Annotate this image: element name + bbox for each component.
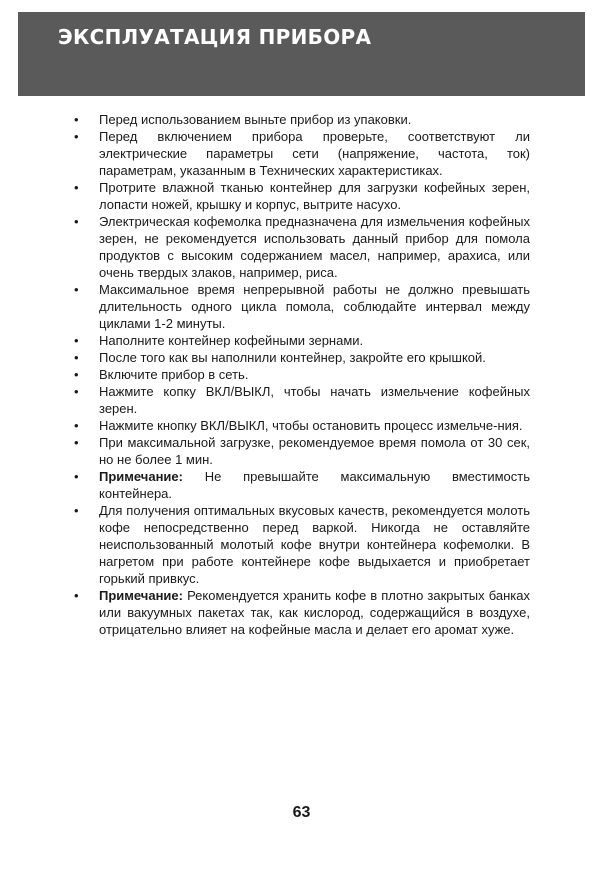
list-item bbox=[74, 281, 530, 332]
item-text: Нажмите кнопку ВКЛ/ВЫКЛ, чтобы остановить процесс измельче-ния. bbox=[99, 418, 523, 433]
instructions-list bbox=[74, 111, 530, 638]
list-item bbox=[74, 383, 530, 417]
list-item bbox=[74, 213, 530, 281]
item-text: Нажмите копку ВКЛ/ВЫКЛ, чтобы начать измельчение кофейных зерен. bbox=[99, 384, 530, 416]
page-title: ЭКСПЛУАТАЦИЯ ПРИБОРА bbox=[58, 25, 372, 49]
list-item bbox=[74, 502, 530, 587]
item-text: При максимальной загрузке, рекомендуемое время помола от 30 сек, но не более 1 мин. bbox=[99, 435, 530, 467]
bullet-icon: • bbox=[74, 503, 79, 518]
list-item bbox=[74, 366, 530, 383]
list-item-note bbox=[74, 587, 530, 638]
list-item bbox=[74, 179, 530, 213]
bullet-icon: • bbox=[74, 435, 79, 450]
list-item bbox=[74, 434, 530, 468]
note-label: Примечание: bbox=[99, 588, 183, 603]
item-text: Не превышайте максимальную вместимость контейнера. bbox=[99, 469, 530, 501]
note-label: Примечание: bbox=[99, 469, 183, 484]
item-text: После того как вы наполнили контейнер, закройте его крышкой. bbox=[99, 350, 486, 365]
list-item bbox=[74, 111, 530, 128]
bullet-icon: • bbox=[74, 367, 79, 382]
item-text: Протрите влажной тканью контейнер для загрузки кофейных зерен, лопасти ножей, крышку и корпус, вытрите насухо. bbox=[99, 180, 530, 212]
item-text: Перед включением прибора проверьте, соответствуют ли электрические параметры сети (напряжение, частота, ток) параметрам, указанным в Технических характеристиках. bbox=[99, 129, 530, 178]
list-item bbox=[74, 332, 530, 349]
list-item bbox=[74, 128, 530, 179]
list-item bbox=[74, 349, 530, 366]
item-text: Для получения оптимальных вкусовых качеств, рекомендуется молоть кофе непосредственно перед варкой. Никогда не оставляйте неиспользованный молотый кофе внутри контейнера кофемолки. В нагретом при работе контейнере кофе выдыхается и приобретает горький привкус. bbox=[99, 503, 530, 586]
bullet-icon: • bbox=[74, 588, 79, 603]
page-number: 63 bbox=[292, 804, 311, 821]
item-text: Перед использованием выньте прибор из упаковки. bbox=[99, 112, 412, 127]
item-text: Максимальное время непрерывной работы не должно превышать длительность одного цикла помола, соблюдайте интервал между циклами 1-2 минуты. bbox=[99, 282, 530, 331]
item-text: Включите прибор в сеть. bbox=[99, 367, 249, 382]
bullet-icon: • bbox=[74, 214, 79, 229]
list-item bbox=[74, 417, 530, 434]
bullet-icon: • bbox=[74, 282, 79, 297]
item-text: Рекомендуется хранить кофе в плотно закрытых банках или вакуумных пакетах так, как кислород, содержащийся в воздухе, отрицательно влияет на кофейные масла и делает его аромат хуже. bbox=[99, 588, 530, 637]
bullet-icon: • bbox=[74, 384, 79, 399]
bullet-icon: • bbox=[74, 112, 79, 127]
bullet-icon: • bbox=[74, 333, 79, 348]
item-text: Наполните контейнер кофейными зернами. bbox=[99, 333, 364, 348]
list-item-note bbox=[74, 468, 530, 502]
bullet-icon: • bbox=[74, 129, 79, 144]
bullet-icon: • bbox=[74, 180, 79, 195]
bullet-icon: • bbox=[74, 469, 79, 484]
bullet-icon: • bbox=[74, 350, 79, 365]
bullet-icon: • bbox=[74, 418, 79, 433]
item-text: Электрическая кофемолка предназначена для измельчения кофейных зерен, не рекомендуется использовать данный прибор для помола продуктов с высоким содержанием масел, например, арахиса, или очень твердых злаков, например, риса. bbox=[99, 214, 530, 280]
